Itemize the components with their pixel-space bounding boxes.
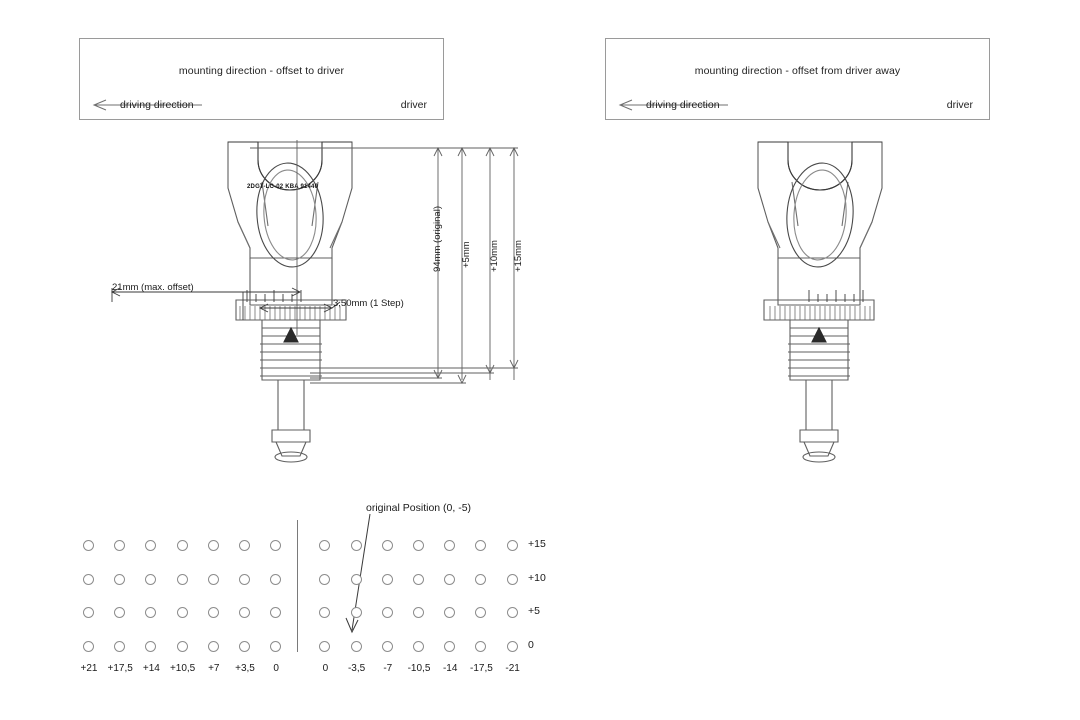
hole-position[interactable] — [239, 607, 250, 618]
driving-direction-label-right: driving direction — [646, 99, 720, 111]
hole-position[interactable] — [270, 540, 281, 551]
hole-position[interactable] — [83, 641, 94, 652]
row-label: +5 — [528, 605, 540, 617]
hole-position[interactable] — [114, 540, 125, 551]
hole-position[interactable] — [270, 641, 281, 652]
hole-position[interactable] — [319, 540, 330, 551]
hole-position[interactable] — [177, 641, 188, 652]
hole-position[interactable] — [145, 641, 156, 652]
hole-position[interactable] — [114, 641, 125, 652]
driving-direction-label-left: driving direction — [120, 99, 194, 111]
hole-position[interactable] — [475, 607, 486, 618]
hole-position[interactable] — [351, 540, 362, 551]
hole-position[interactable] — [413, 574, 424, 585]
hole-position[interactable] — [145, 574, 156, 585]
hole-position[interactable] — [239, 641, 250, 652]
original-position-label: original Position (0, -5) — [366, 502, 472, 514]
hole-position[interactable] — [208, 574, 219, 585]
row-label: +15 — [528, 538, 546, 550]
column-label: -17,5 — [469, 662, 493, 674]
column-label: +3,5 — [235, 662, 255, 674]
hole-position[interactable] — [507, 641, 518, 652]
dimension-plus5-label: +5mm — [461, 241, 472, 268]
hole-position[interactable] — [507, 574, 518, 585]
hole-position[interactable] — [270, 607, 281, 618]
hole-position[interactable] — [114, 574, 125, 585]
hole-position[interactable] — [444, 641, 455, 652]
hole-position[interactable] — [351, 607, 362, 618]
hole-position[interactable] — [382, 574, 393, 585]
hole-position[interactable] — [444, 607, 455, 618]
dimension-plus10-label: +10mm — [489, 240, 500, 272]
hole-position[interactable] — [83, 607, 94, 618]
hole-position[interactable] — [114, 607, 125, 618]
hole-position[interactable] — [319, 607, 330, 618]
hole-position[interactable] — [239, 574, 250, 585]
column-label: 0 — [273, 662, 279, 674]
hole-position[interactable] — [319, 574, 330, 585]
hole-position[interactable] — [177, 574, 188, 585]
column-label: +21 — [80, 662, 98, 674]
hole-position[interactable] — [475, 574, 486, 585]
column-label: -21 — [505, 662, 520, 674]
column-label: +10,5 — [169, 662, 196, 674]
hole-position[interactable] — [382, 540, 393, 551]
hole-position[interactable] — [177, 540, 188, 551]
legend-title-right: mounting direction - offset from driver away — [694, 65, 901, 77]
column-label: +14 — [142, 662, 160, 674]
hole-position[interactable] — [507, 607, 518, 618]
hole-position[interactable] — [83, 574, 94, 585]
column-label: -7 — [383, 662, 393, 674]
hole-position[interactable] — [413, 540, 424, 551]
hole-position[interactable] — [83, 540, 94, 551]
hole-position[interactable] — [475, 641, 486, 652]
dimension-one-step-label: 3,50mm (1 Step) — [333, 298, 404, 309]
hole-position[interactable] — [444, 574, 455, 585]
hole-position[interactable] — [351, 641, 362, 652]
hole-position[interactable] — [208, 540, 219, 551]
hole-position[interactable] — [413, 607, 424, 618]
legend-title-left: mounting direction - offset to driver — [178, 65, 345, 77]
column-label: -10,5 — [407, 662, 431, 674]
hole-position[interactable] — [208, 607, 219, 618]
dimension-plus15-label: +15mm — [513, 240, 524, 272]
hole-position[interactable] — [413, 641, 424, 652]
hole-position[interactable] — [145, 540, 156, 551]
row-label: 0 — [528, 638, 534, 651]
hole-position[interactable] — [475, 540, 486, 551]
column-label: -3,5 — [347, 662, 366, 674]
driver-label-right: driver — [946, 99, 973, 111]
chart-center-divider — [296, 520, 300, 652]
driver-label-left: driver — [400, 99, 427, 111]
hole-position[interactable] — [208, 641, 219, 652]
row-label: +10 — [528, 571, 546, 584]
hole-position[interactable] — [382, 641, 393, 652]
dimension-max-offset-label: 21mm (max. offset) — [112, 282, 194, 293]
hole-position[interactable] — [270, 574, 281, 585]
hole-position[interactable] — [351, 574, 362, 585]
part-number-stamp: 2DGT-LC-02 KBA 91440 — [247, 184, 319, 190]
column-label: +7 — [208, 662, 220, 674]
hole-position[interactable] — [382, 607, 393, 618]
hole-position[interactable] — [444, 540, 455, 551]
dimension-original-label: 94mm (original) — [432, 206, 443, 272]
hole-position[interactable] — [177, 607, 188, 618]
hole-position[interactable] — [239, 540, 250, 551]
hole-position[interactable] — [319, 641, 330, 652]
column-label: -14 — [442, 662, 458, 674]
hole-position[interactable] — [145, 607, 156, 618]
hole-position[interactable] — [507, 540, 518, 551]
column-label: +17,5 — [107, 662, 133, 674]
column-label: 0 — [322, 662, 329, 674]
